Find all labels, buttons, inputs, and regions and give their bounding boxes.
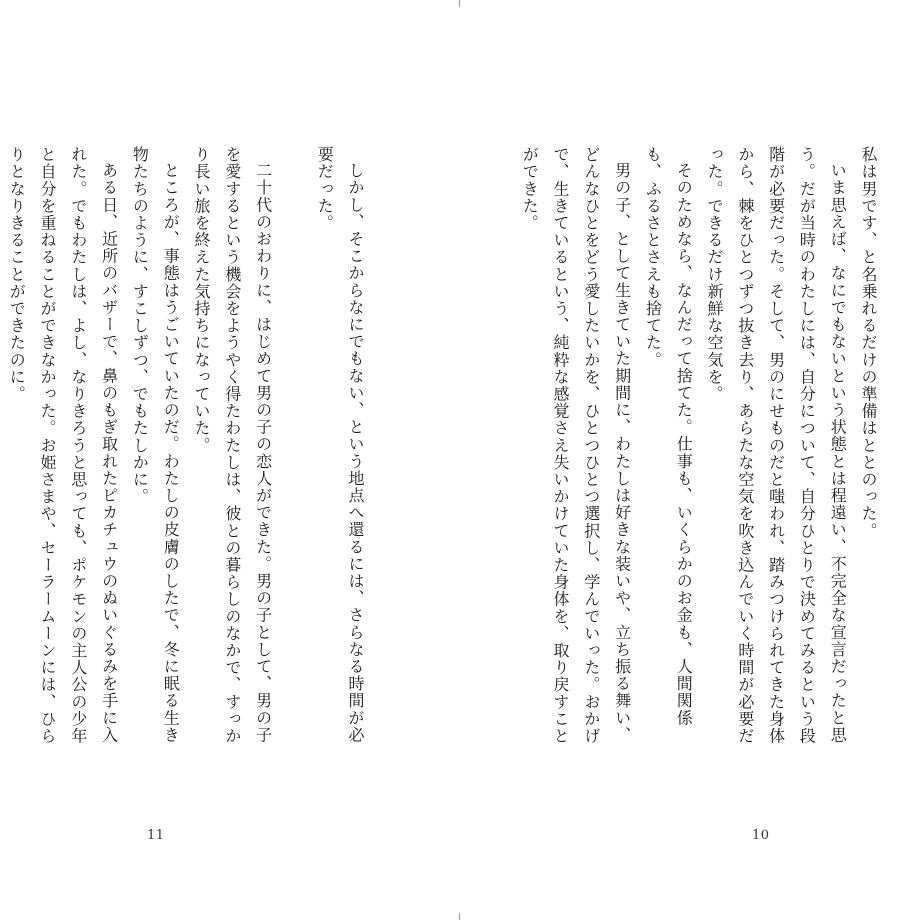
page-number: 11: [147, 828, 165, 843]
paragraph: 私は男です、と名乗れるだけの準備はととのった。: [859, 146, 878, 540]
paragraph: 男の子、として生きていた期間に、わたしは好きな装いや、立ち振る舞い、どんなひとをどう愛したいかを、ひとつひとつ選択し、学んでいった。おかげで、生きているという、純粋な感覚さえ失いかけていた身体を、取り戻すことができた。: [520, 146, 632, 745]
paragraph: ある日、近所のバザーで、鼻のもぎ取れたピカチュウのぬいぐるみを手に入れた。でもわたしは、よし、なりきろうと思っても、ポケモンの主人公の少年と自分を重ねることができなかった。お姫さまや、セーラームーンには、ひらりとなりきることができたのに。: [7, 146, 119, 745]
paragraph: そのためなら、なんだって捨てた。仕事も、いくらかのお金も、人間関係も、ふるさとさえも捨てた。: [643, 146, 694, 727]
page-right-text: [453, 146, 883, 746]
paragraph: しかし、そこからなにでもない、という地点へ還るには、さらなる時間が必要だった。: [315, 146, 365, 744]
page-left-text: [0, 146, 370, 746]
paragraph: ところが、事態はうごいていたのだ。わたしの皮膚のしたで、冬に眠る生き物たちのように、すこしずつ、でもたしかに。: [130, 146, 181, 744]
page-right: [460, 0, 920, 920]
blank-line: [278, 146, 309, 156]
paragraph: いま思えば、なにでもないという状態とは程遠い、不完全な宣言だったと思う。だが当時のわたしには、自分について、自分ひとりで決めてみるという段階が必要だった。そして、男のにせものだと嗤われ、踏みつけられてきた身体から、棘をひとつずつ抜き去り、あらたな空気を吹き込んでいく時間が必要だった。できるだけ新鮮な空気を。: [705, 146, 848, 745]
paragraph: 二十代のおわりに、はじめて男の子の恋人ができた。男の子として、男の子を愛するという機会をようやく得たわたしは、彼との暮らしのなかで、すっかり長い旅を終えた気持ちになっていた。: [192, 146, 273, 745]
page-number: 10: [752, 828, 770, 843]
